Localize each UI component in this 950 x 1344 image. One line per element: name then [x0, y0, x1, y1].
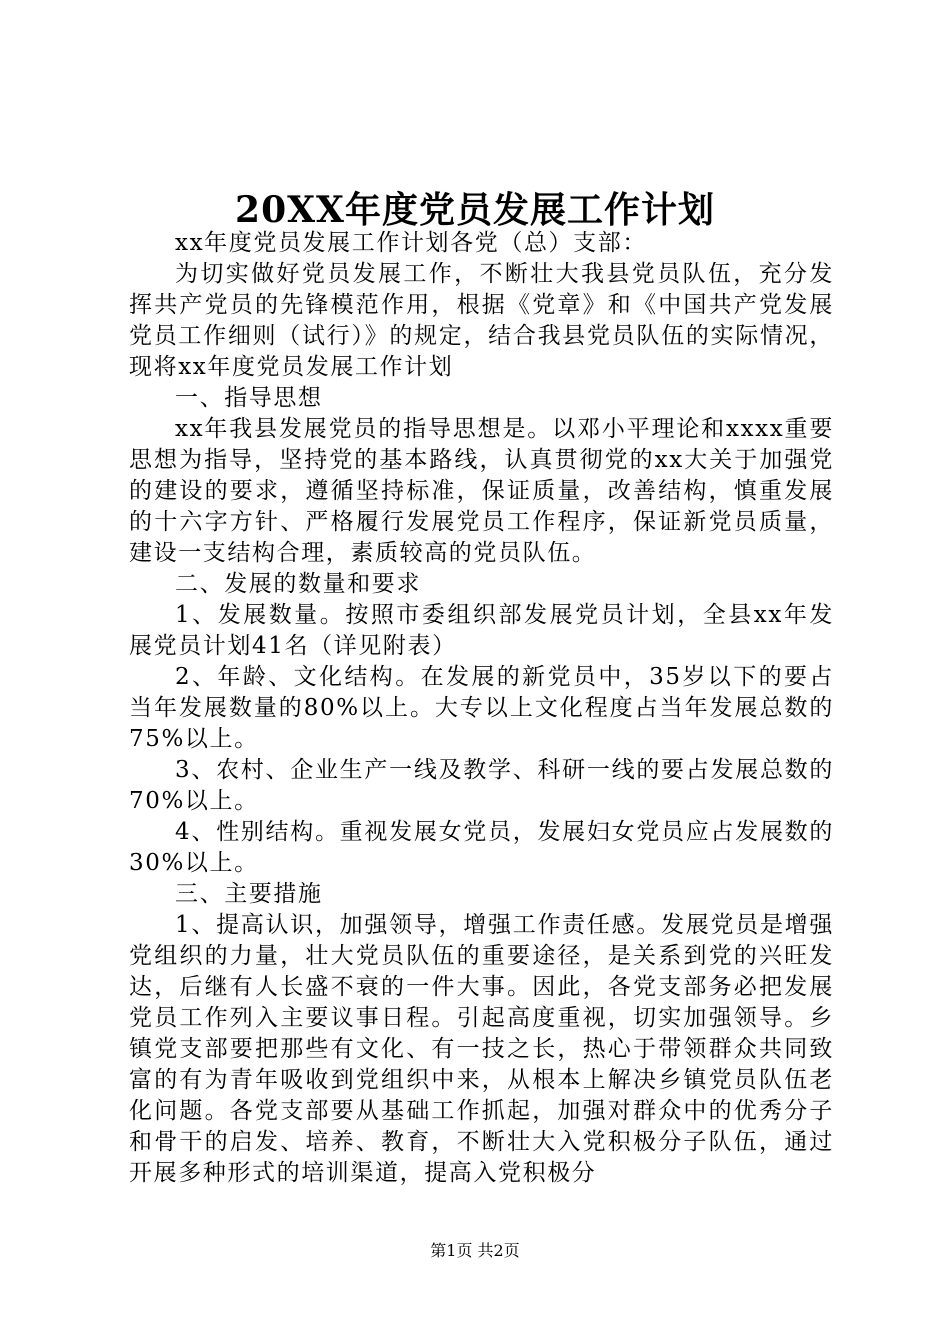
- measures-paragraph: 1、提高认识，加强领导，增强工作责任感。发展党员是增强党组织的力量，壮大党员队伍的重要途径，是关系到党的兴旺发达，后继有人长盛不衰的一件大事。因此，各党支部务必把发展党员工作列入主要议事日程。引起高度重视，切实加强领导。乡镇党支部要把那些有文化、有一技之长，热心于带领群众共同致富的有为青年吸收到党组织中来，从根本上解决乡镇党员队伍老化问题。各党支部要从基础工作抓起，加强对群众中的优秀分子和骨干的启发、培养、教育，不断壮大入党积极分子队伍，通过开展多种形式的培训渠道，提高入党积极分: [129, 912, 834, 1186]
- gender-paragraph: 4、性别结构。重视发展女党员，发展妇女党员应占发展数的30%以上。: [129, 819, 834, 876]
- guiding-thought-paragraph: xx年我县发展党员的指导思想是。以邓小平理论和xxxx重要思想为指导，坚持党的基本路线，认真贯彻党的xx大关于加强党的建设的要求，遵循坚持标准，保证质量，改善结构，慎重发展的十六字方针、严格履行发展党员工作程序，保证新党员质量，建设一支结构合理，素质较高的党员队伍。: [129, 416, 834, 566]
- frontline-paragraph: 3、农村、企业生产一线及教学、科研一线的要占发展总数的70%以上。: [129, 757, 834, 814]
- page-footer: 第1页 共2页: [430, 1241, 520, 1260]
- section-heading-measures: 三、主要措施: [175, 881, 323, 907]
- age-education-paragraph: 2、年龄、文化结构。在发展的新党员中，35岁以下的要占当年发展数量的80%以上。大专以上文化程度占当年发展总数的75%以上。: [129, 664, 834, 752]
- section-heading-guiding-thought: 一、指导思想: [175, 385, 323, 411]
- section-heading-quantity-requirements: 二、发展的数量和要求: [175, 571, 421, 597]
- quantity-paragraph: 1、发展数量。按照市委组织部发展党员计划，全县xx年发展党员计划41名（详见附表）: [129, 602, 834, 659]
- salutation-paragraph: xx年度党员发展工作计划各党（总）支部：: [175, 230, 647, 256]
- document-title: 20XX年度党员发展工作计划: [235, 189, 715, 231]
- intro-paragraph: 为切实做好党员发展工作，不断壮大我县党员队伍，充分发挥共产党员的先锋模范作用，根据《党章》和《中国共产党发展党员工作细则（试行）》的规定，结合我县党员队伍的实际情况，现将xx年度党员发展工作计划: [129, 261, 834, 380]
- document-body: [129, 228, 834, 1189]
